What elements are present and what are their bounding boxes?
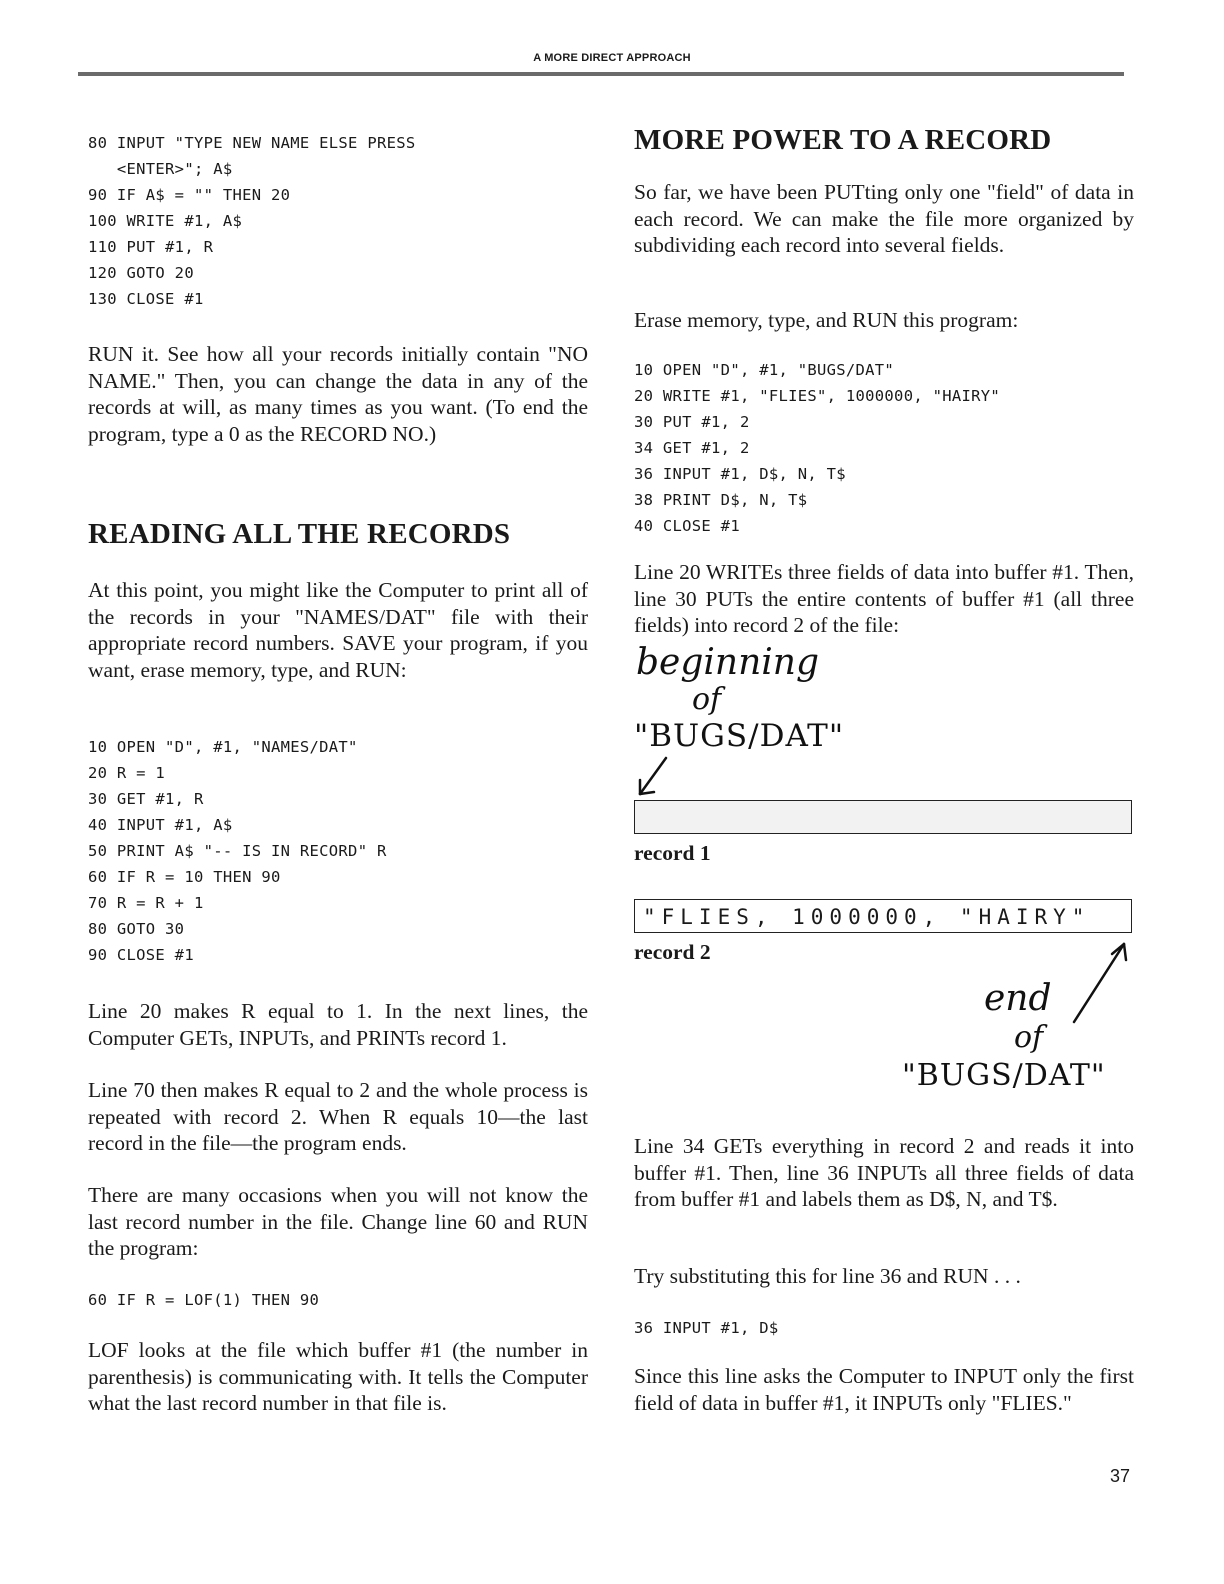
code-listing-5: 36 INPUT #1, D$ <box>634 1319 779 1337</box>
record-1-box <box>634 800 1132 834</box>
handwritten-beginning: beginning <box>636 642 820 683</box>
page-number: 37 <box>1110 1466 1131 1486</box>
paragraph: Line 34 GETs everything in record 2 and reads it into buffer #1. Then, line 36 INPUTs all three fields of data from buffer #1 and labels them as D$, N, and T$. <box>634 1134 1134 1211</box>
handwritten-of: of <box>1014 1020 1044 1055</box>
handwritten-of: of <box>692 682 722 717</box>
arrow-down-icon <box>634 752 674 802</box>
handwritten-bugs-dat: "BUGS/DAT" <box>902 1058 1106 1093</box>
section-heading: READING ALL THE RECORDS <box>88 518 511 550</box>
section-heading: MORE POWER TO A RECORD <box>634 124 1052 156</box>
paragraph: Line 20 makes R equal to 1. In the next lines, the Computer GETs, INPUTs, and PRINTs record 1. <box>88 999 588 1050</box>
header-rule <box>78 72 1124 76</box>
paragraph: At this point, you might like the Computer to print all of the records in your "NAMES/DAT" file with their appropriate record numbers. SAVE your program, if you want, erase memory, type, and RUN: <box>88 578 588 682</box>
code-listing-4: 10 OPEN "D", #1, "BUGS/DAT" 20 WRITE #1, "FLIES", 1000000, "HAIRY" 30 PUT #1, 2 34 GET #1, 2 36 INPUT #1, D$, N, T$ 38 PRINT D$, N, T$ 40 CLOSE #1 <box>634 361 1001 535</box>
arrow-up-icon <box>1064 932 1134 1032</box>
record-2-label: record 2 <box>634 940 711 964</box>
code-listing-3: 60 IF R = LOF(1) THEN 90 <box>88 1291 320 1309</box>
paragraph: RUN it. See how all your records initially contain "NO NAME." Then, you can change the data in any of the records at will, as many times as you want. (To end the program, type a 0 as the RECORD NO.) <box>88 342 588 446</box>
handwritten-end: end <box>984 978 1052 1019</box>
paragraph: Erase memory, type, and RUN this program: <box>634 308 1019 332</box>
paragraph: Line 20 WRITEs three fields of data into buffer #1. Then, line 30 PUTs the entire contents of buffer #1 (all three fields) into record 2 of the file: <box>634 560 1134 637</box>
running-head: A MORE DIRECT APPROACH <box>533 52 691 64</box>
paragraph: There are many occasions when you will not know the last record number in the file. Change line 60 and RUN the program: <box>88 1183 588 1260</box>
paragraph: So far, we have been PUTting only one "field" of data in each record. We can make the file more organized by subdividing each record into several fields. <box>634 180 1134 257</box>
code-listing-2: 10 OPEN "D", #1, "NAMES/DAT" 20 R = 1 30 GET #1, R 40 INPUT #1, A$ 50 PRINT A$ "-- IS IN RECORD" R 60 IF R = 10 THEN 90 70 R = R + 1 80 GOTO 30 90 CLOSE #1 <box>88 738 387 964</box>
handwritten-bugs-dat: "BUGS/DAT" <box>634 718 845 754</box>
record-2-box: "FLIES, 1000000, "HAIRY" <box>634 899 1132 933</box>
record-1-label: record 1 <box>634 841 711 865</box>
paragraph: Since this line asks the Computer to INPUT only the first field of data in buffer #1, it INPUTs only "FLIES." <box>634 1364 1134 1415</box>
paragraph: LOF looks at the file which buffer #1 (the number in parenthesis) is communicating with. It tells the Computer what the last record number in that file is. <box>88 1338 588 1415</box>
code-listing-1: 80 INPUT "TYPE NEW NAME ELSE PRESS <ENTER>"; A$ 90 IF A$ = "" THEN 20 100 WRITE #1, A$ 110 PUT #1, R 120 GOTO 20 130 CLOSE #1 <box>88 134 416 308</box>
paragraph: Try substituting this for line 36 and RUN . . . <box>634 1264 1021 1288</box>
paragraph: Line 70 then makes R equal to 2 and the whole process is repeated with record 2. When R equals 10—the last record in the file—the program ends. <box>88 1078 588 1155</box>
